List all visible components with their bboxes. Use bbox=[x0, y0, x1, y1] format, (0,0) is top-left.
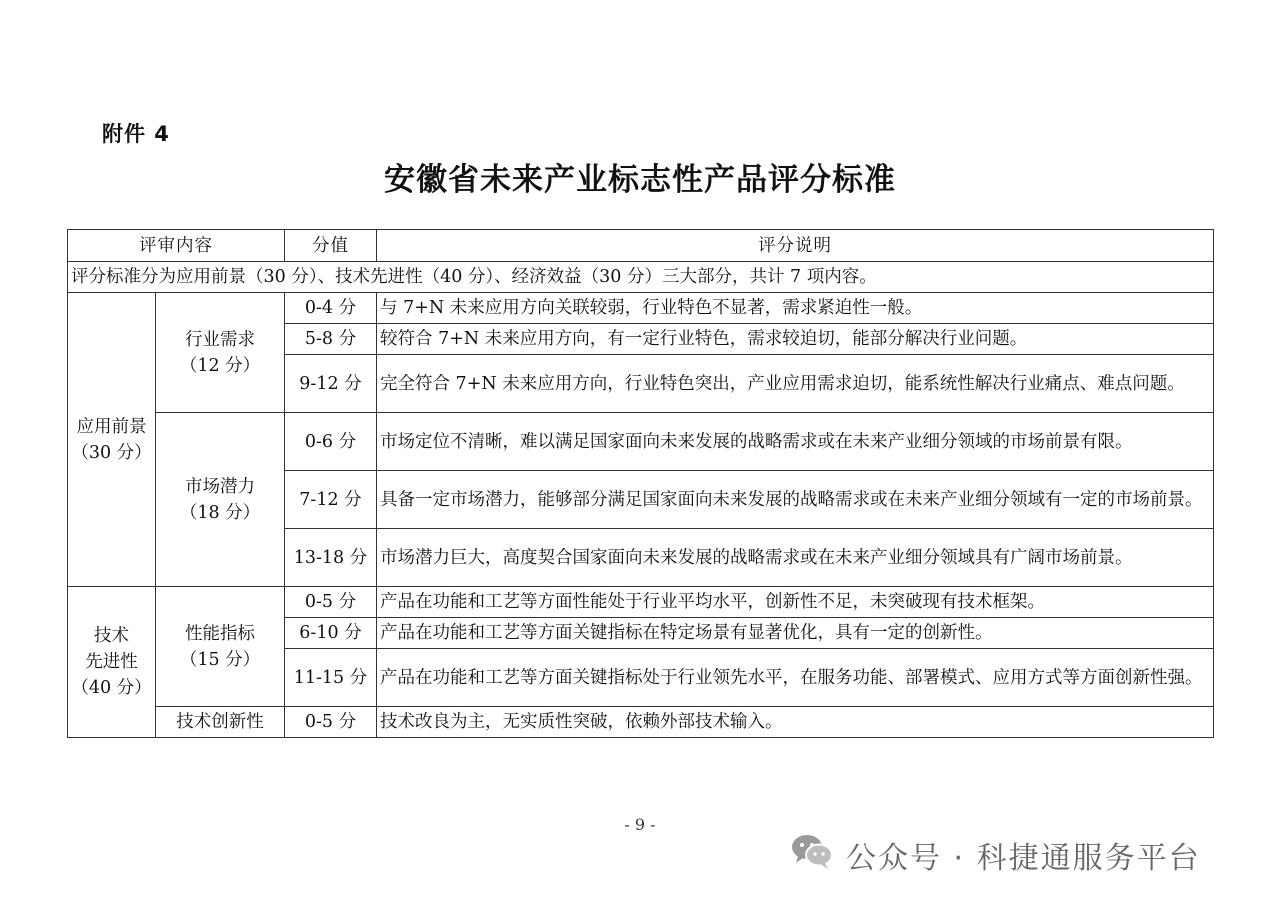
score-cell: 0-4 分 bbox=[285, 293, 377, 324]
item-cell bbox=[156, 587, 285, 707]
wechat-icon bbox=[790, 832, 834, 878]
description-cell: 市场潜力巨大，高度契合国家面向未来发展的战略需求或在未来产业细分领域具有广阔市场前景。 bbox=[377, 529, 1214, 587]
table-row bbox=[68, 707, 1214, 738]
item-name: 市场潜力 bbox=[185, 476, 255, 497]
score-cell: 7-12 分 bbox=[285, 471, 377, 529]
description-cell: 产品在功能和工艺等方面关键指标在特定场景有显著优化，具有一定的创新性。 bbox=[377, 618, 1214, 649]
header-score: 分值 bbox=[285, 230, 377, 262]
table-row bbox=[68, 587, 1214, 618]
description-cell: 市场定位不清晰，难以满足国家面向未来发展的战略需求或在未来产业细分领域的市场前景有限。 bbox=[377, 413, 1214, 471]
description-cell: 较符合 7+N 未来应用方向，有一定行业特色，需求较迫切，能部分解决行业问题。 bbox=[377, 324, 1214, 355]
description-cell: 具备一定市场潜力，能够部分满足国家面向未来发展的战略需求或在未来产业细分领域有一定的市场前景。 bbox=[377, 471, 1214, 529]
score-cell: 9-12 分 bbox=[285, 355, 377, 413]
description-cell: 技术改良为主，无实质性突破，依赖外部技术输入。 bbox=[377, 707, 1214, 738]
watermark-text: 公众号 · 科捷通服务平台 bbox=[846, 841, 1201, 876]
intro-row bbox=[68, 262, 1214, 293]
item-cell bbox=[156, 293, 285, 413]
watermark bbox=[790, 832, 1201, 878]
item-points: （18 分） bbox=[179, 502, 261, 523]
score-cell: 0-5 分 bbox=[285, 707, 377, 738]
item-points: （12 分） bbox=[179, 355, 261, 376]
description-cell: 完全符合 7+N 未来应用方向，行业特色突出，产业应用需求迫切，能系统性解决行业痛点、难点问题。 bbox=[377, 355, 1214, 413]
category-points: （30 分） bbox=[71, 442, 152, 463]
category-points: （40 分） bbox=[71, 678, 152, 698]
score-cell: 5-8 分 bbox=[285, 324, 377, 355]
item-points: （15 分） bbox=[179, 649, 261, 670]
description-cell: 与 7+N 未来应用方向关联较弱，行业特色不显著，需求紧迫性一般。 bbox=[377, 293, 1214, 324]
item-name: 技术创新性 bbox=[176, 712, 264, 732]
table-row bbox=[68, 413, 1214, 471]
description-cell: 产品在功能和工艺等方面性能处于行业平均水平，创新性不足，未突破现有技术框架。 bbox=[377, 587, 1214, 618]
document-title: 安徽省未来产业标志性产品评分标准 bbox=[384, 162, 896, 198]
category-name: 应用前景 bbox=[76, 416, 147, 437]
score-cell: 13-18 分 bbox=[285, 529, 377, 587]
page-number: - 9 - bbox=[624, 815, 656, 834]
item-name: 行业需求 bbox=[185, 329, 255, 350]
category-name-line2: 先进性 bbox=[85, 652, 138, 672]
category-name-line1: 技术 bbox=[94, 626, 129, 646]
header-description: 评分说明 bbox=[377, 230, 1214, 262]
score-cell: 0-6 分 bbox=[285, 413, 377, 471]
score-cell: 6-10 分 bbox=[285, 618, 377, 649]
score-cell: 0-5 分 bbox=[285, 587, 377, 618]
category-cell bbox=[68, 293, 156, 587]
item-name: 性能指标 bbox=[185, 623, 255, 644]
table-row bbox=[68, 293, 1214, 324]
item-cell bbox=[156, 707, 285, 738]
attachment-label: 附件 4 bbox=[102, 122, 170, 146]
table-header-row bbox=[68, 230, 1214, 262]
item-cell bbox=[156, 413, 285, 587]
intro-text: 评分标准分为应用前景（30 分）、技术先进性（40 分）、经济效益（30 分）三大部分，共计 7 项内容。 bbox=[68, 262, 1214, 293]
score-cell: 11-15 分 bbox=[285, 649, 377, 707]
category-cell bbox=[68, 587, 156, 738]
description-cell: 产品在功能和工艺等方面关键指标处于行业领先水平，在服务功能、部署模式、应用方式等方面创新性强。 bbox=[377, 649, 1214, 707]
scoring-table bbox=[67, 229, 1214, 738]
header-content: 评审内容 bbox=[68, 230, 285, 262]
